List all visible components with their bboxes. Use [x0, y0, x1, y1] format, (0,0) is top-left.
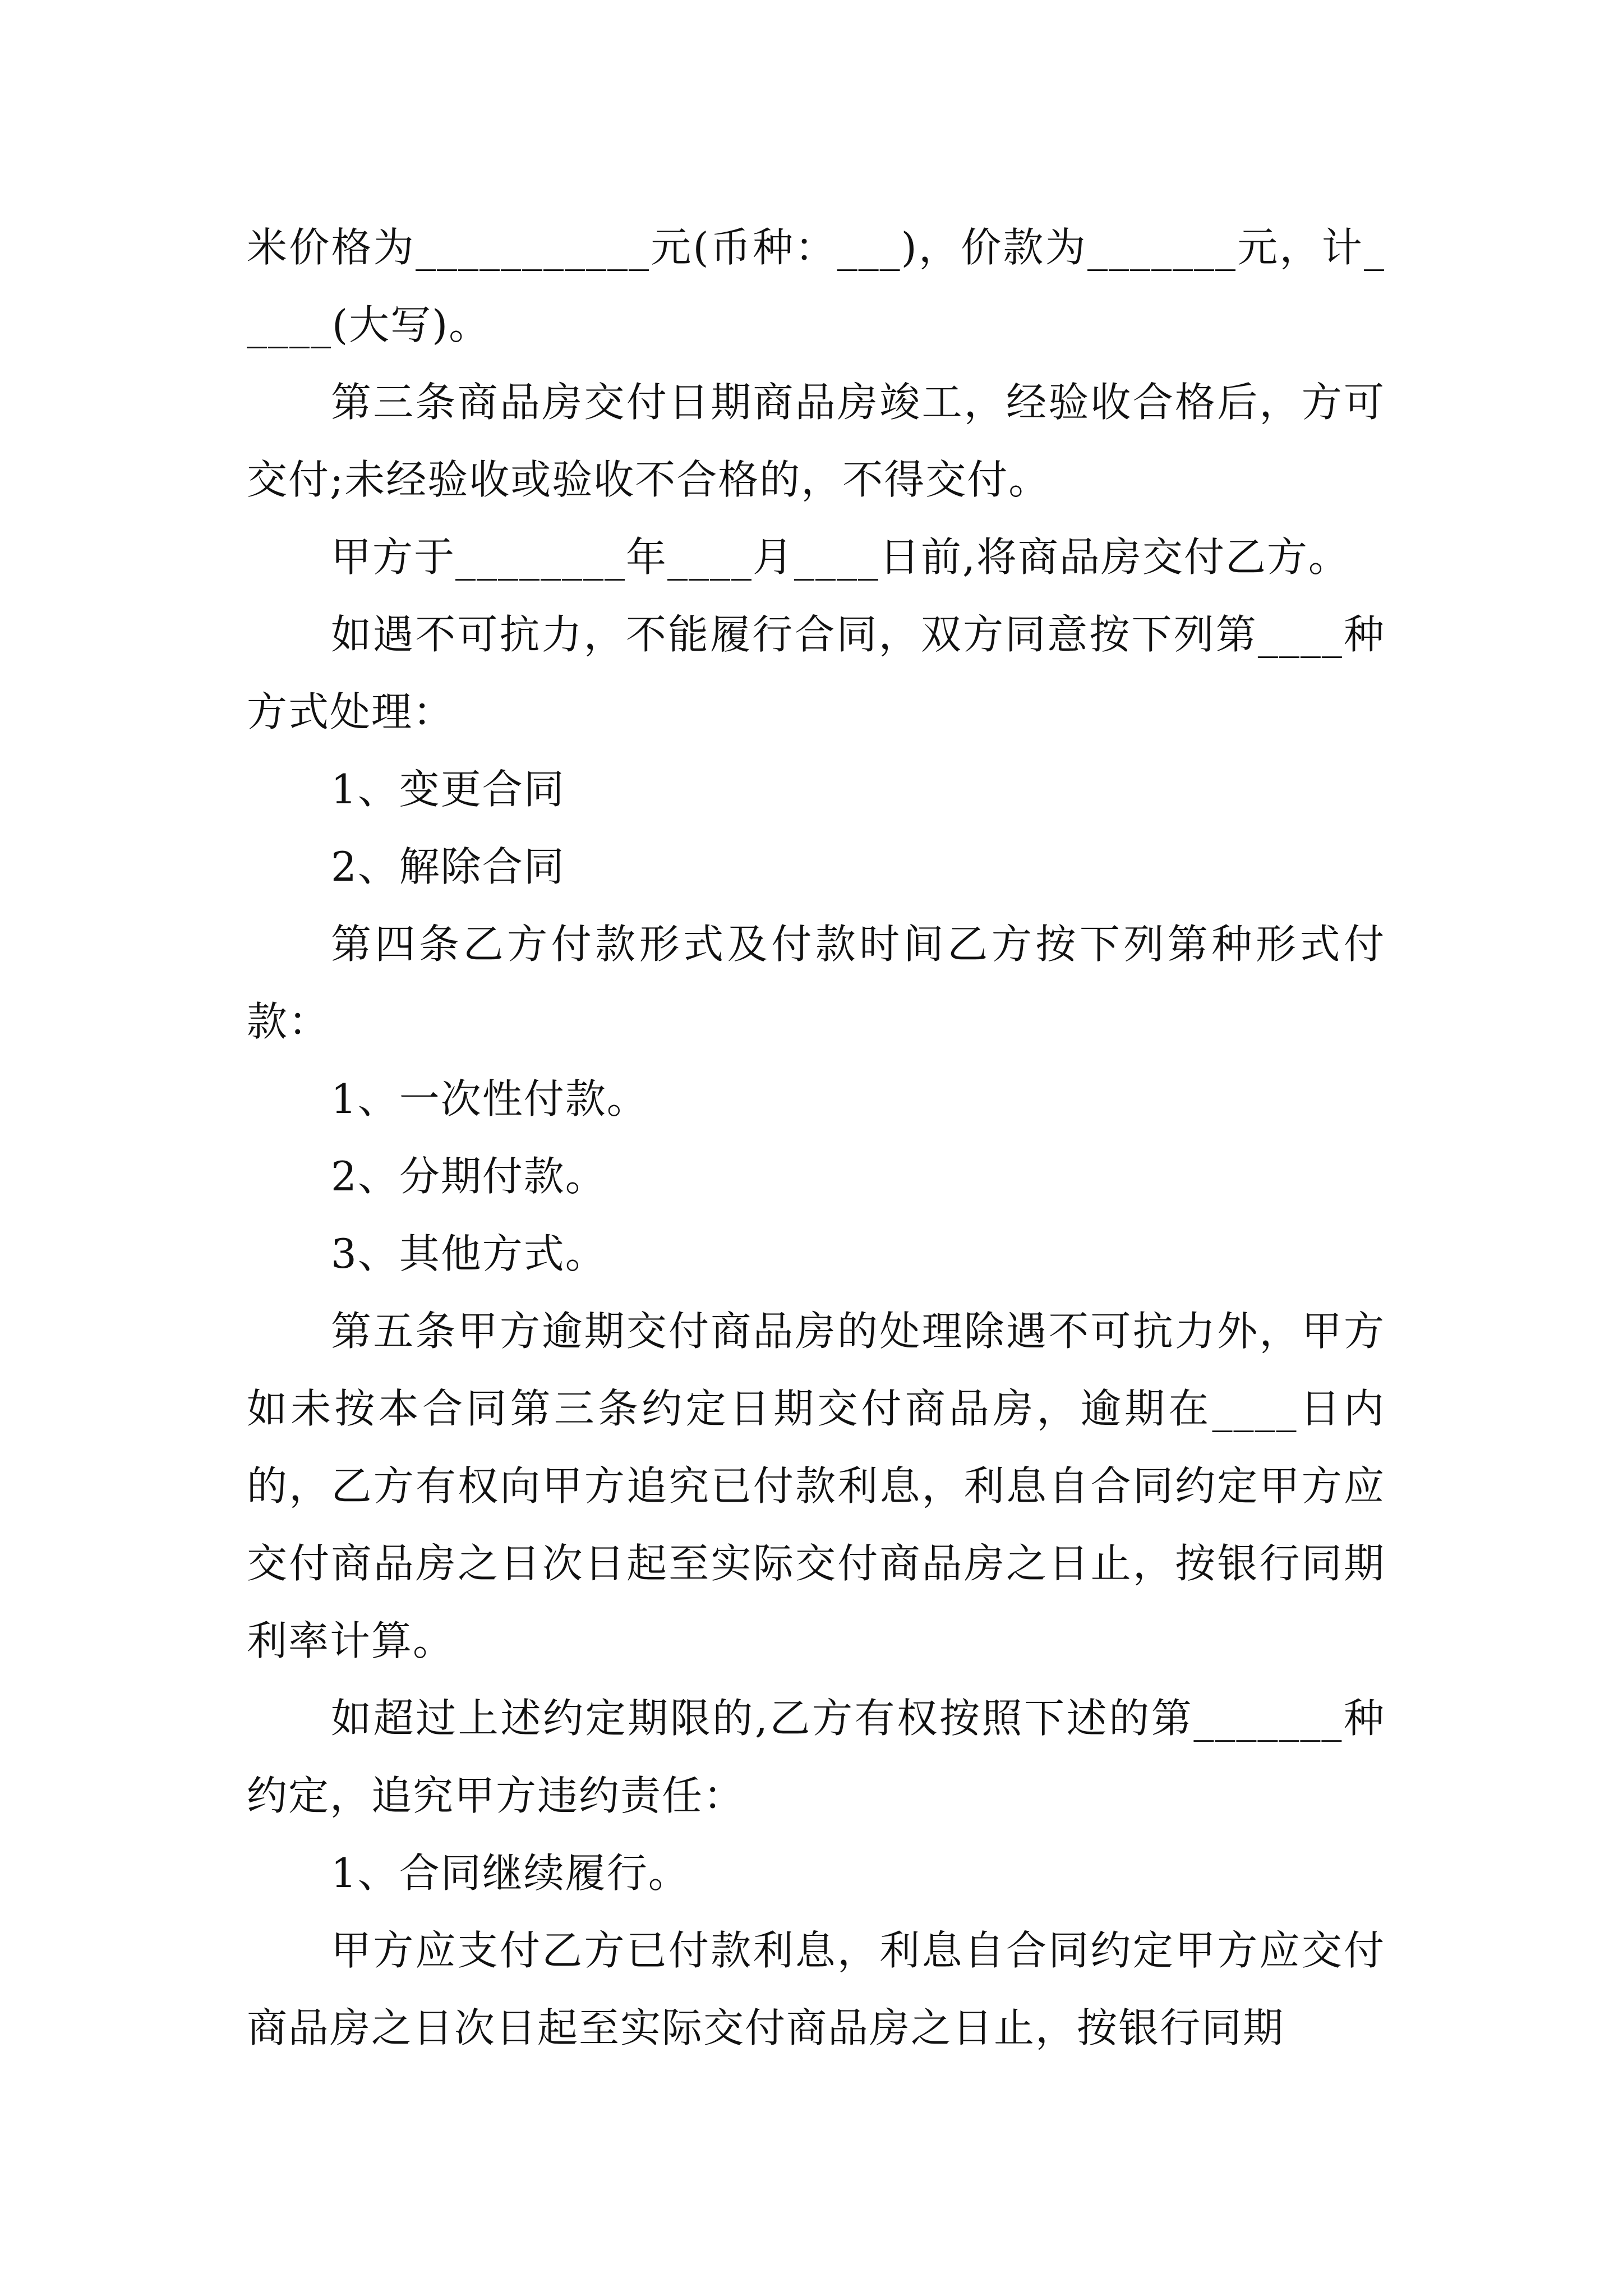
- paragraph-price: 米价格为___________元(币种：___)，价款为_______元，计_____(大写)。: [247, 224, 1385, 348]
- paragraph-article-3: 第三条商品房交付日期商品房竣工，经验收合格后，方可交付;未经验收或验收不合格的，不得交付。: [247, 379, 1385, 503]
- list-item: 1、一次性付款。: [331, 1075, 648, 1122]
- list-item: 1、合同继续履行。: [331, 1849, 690, 1897]
- paragraph-exceeding-term: 如超过上述约定期限的,乙方有权按照下述的第_______种约定，追究甲方违约责任：: [247, 1695, 1385, 1819]
- paragraph-interest: 甲方应支付乙方已付款利息，利息自合同约定甲方应交付商品房之日次日起至实际交付商品房之日止，按银行同期: [247, 1927, 1385, 2051]
- contract-text: [247, 209, 1385, 2067]
- list-item: 1、变更合同: [331, 766, 565, 813]
- list-item: 3、其他方式。: [331, 1230, 607, 1277]
- paragraph-article-4: 第四条乙方付款形式及付款时间乙方按下列第种形式付款：: [247, 921, 1385, 1045]
- paragraph-force-majeure: 如遇不可抗力，不能履行合同，双方同意按下列第____种方式处理：: [247, 611, 1385, 735]
- paragraph-article-5: 第五条甲方逾期交付商品房的处理除遇不可抗力外，甲方如未按本合同第三条约定日期交付商品房，逾期在____日内的，乙方有权向甲方追究已付款利息，利息自合同约定甲方应交付商品房之日次日起至实际交付商品房之日止，按银行同期利率计算。: [247, 1308, 1385, 1664]
- list-item: 2、解除合同: [331, 843, 565, 890]
- paragraph-delivery-date: 甲方于________年____月____日前,将商品房交付乙方。: [331, 533, 1350, 581]
- list-item: 2、分期付款。: [331, 1153, 607, 1200]
